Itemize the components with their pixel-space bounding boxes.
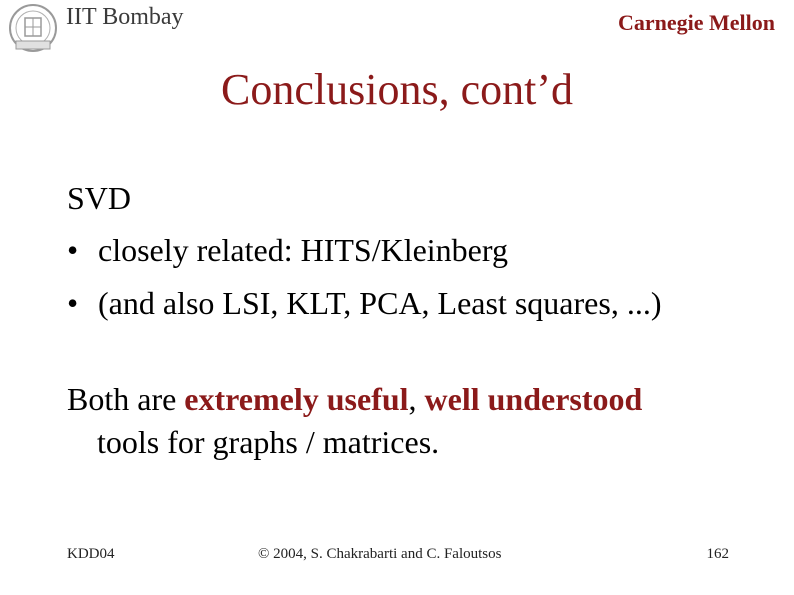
summary-emphasis-1: extremely useful [184, 381, 409, 417]
slide-title: Conclusions, cont’d [221, 65, 573, 114]
header-institution-right: Carnegie Mellon [617, 10, 775, 35]
svd-heading: SVD [67, 180, 132, 216]
summary-separator: , [408, 381, 425, 417]
summary-prefix: Both are [67, 381, 185, 417]
footer-conference: KDD04 [67, 546, 115, 562]
footer-page-number: 162 [706, 546, 729, 562]
summary-emphasis-2: well understood [424, 381, 643, 417]
bullet-text: closely related: HITS/Kleinberg [98, 232, 508, 268]
iit-bombay-seal-icon [4, 3, 62, 53]
header-institution-left: IIT Bombay [66, 4, 184, 30]
bullet-marker: • [67, 232, 79, 268]
bullet-item [67, 232, 508, 269]
bullet-item [67, 285, 661, 322]
summary-line-1 [67, 381, 642, 418]
footer-copyright: © 2004, S. Chakrabarti and C. Faloutsos [258, 546, 502, 562]
bullet-marker: • [67, 285, 79, 321]
summary-line-2: tools for graphs / matrices. [97, 424, 440, 460]
bullet-text: (and also LSI, KLT, PCA, Least squares, ...) [98, 285, 662, 321]
